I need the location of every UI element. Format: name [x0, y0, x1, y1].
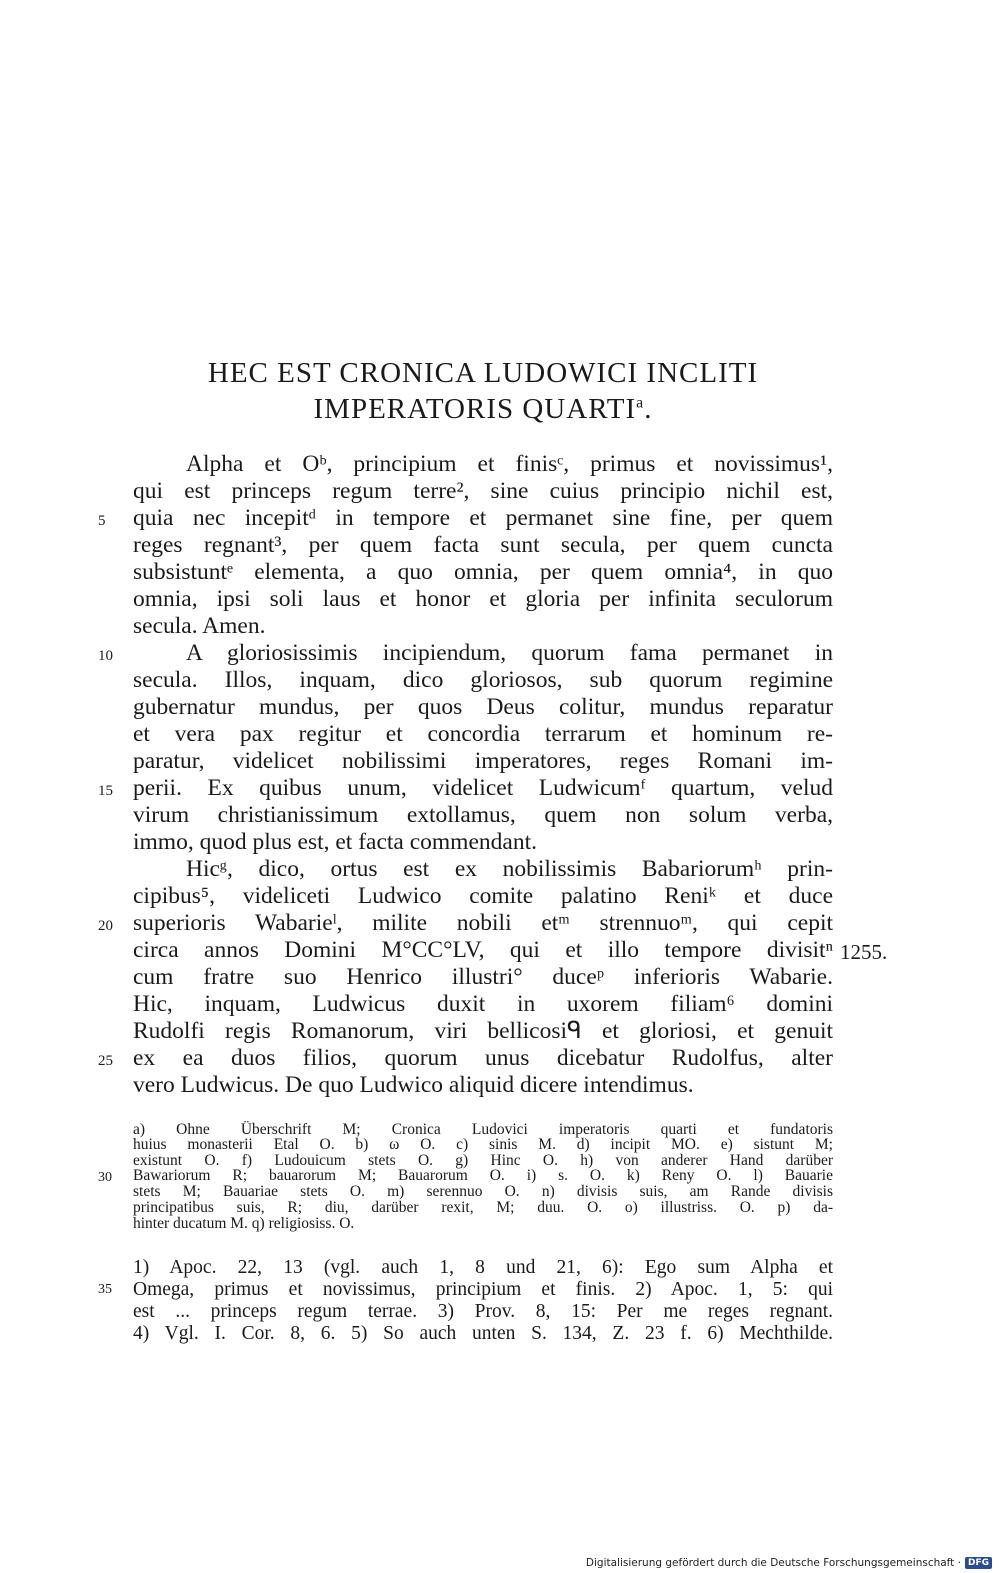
critical-note-line: existunt O. f) Ludouicum stets O. g) Hinc O. h) von anderer Hand darüber — [133, 1152, 833, 1169]
text-line: Hicᵍ, dico, ortus est ex nobilissimis Babariorumʰ prin- — [186, 856, 833, 882]
text-line: Rudolfi regis Romanorum, viri bellicosiᑫ et gloriosi, et genuit — [133, 1018, 833, 1044]
line-number: 10 — [98, 648, 113, 664]
source-note-line: 4) Vgl. I. Cor. 8, 6. 5) So auch unten S. 134, Z. 23 f. 6) Mechthilde. — [133, 1323, 833, 1344]
text-line: quia nec incepitᵈ in tempore et permanet sine fine, per quem — [133, 505, 833, 531]
text-line: virum christianissimum extollamus, quem non solum verba, — [133, 802, 833, 828]
text-line: paratur, videlicet nobilissimi imperatores, reges Romani im- — [133, 748, 833, 774]
line-number: 30 — [98, 1170, 112, 1185]
text-line: vero Ludwicus. De quo Ludwico aliquid dicere intendimus. — [133, 1072, 694, 1098]
chronicle-title-line-1: HEC EST CRONICA LUDOWICI INCLITI — [207, 357, 759, 389]
line-number: 5 — [98, 513, 106, 529]
text-line: perii. Ex quibus unum, videlicet Ludwicumᶠ quartum, velud — [133, 775, 833, 801]
critical-note-line: huius monasterii Etal O. b) ω O. c) sinis M. d) incipit MO. e) sistunt M; — [133, 1136, 833, 1153]
title-note-marker: a — [636, 394, 645, 412]
text-line: et vera pax regitur et concordia terrarum et hominum re- — [133, 721, 833, 747]
source-note-line: 1) Apoc. 22, 13 (vgl. auch 1, 8 und 21, 6): Ego sum Alpha et — [133, 1257, 833, 1278]
text-line: circa annos Domini M°CC°LV, qui et illo tempore divisitⁿ — [133, 937, 833, 963]
text-line: Hic, inquam, Ludwicus duxit in uxorem filiam⁶ domini — [133, 991, 833, 1017]
critical-note-line: stets M; Bauariae stets O. m) serennuo O. n) divisis suis, am Rande divisis — [133, 1183, 833, 1200]
critical-note-line: hinter ducatum M. q) religiosiss. O. — [133, 1215, 355, 1232]
text-line: qui est princeps regum terre², sine cuius principio nichil est, — [133, 478, 833, 504]
text-line: subsistuntᵉ elementa, a quo omnia, per quem omnia⁴, in quo — [133, 559, 833, 585]
text-line: reges regnant³, per quem facta sunt secula, per quem cuncta — [133, 532, 833, 558]
critical-note-line: principatibus suis, R; diu, darüber rexit, M; duu. O. o) illustriss. O. p) da- — [133, 1199, 833, 1216]
text-line: cum fratre suo Henrico illustri° duceᵖ inferioris Wabarie. — [133, 964, 833, 990]
text-line: Alpha et Oᵇ, principium et finisᶜ, primus et novissimus¹, — [186, 451, 833, 477]
text-line: secula. Amen. — [133, 613, 266, 639]
title-text: IMPERATORIS QUARTI — [313, 393, 637, 425]
text-line: immo, quod plus est, et facta commendant. — [133, 829, 537, 855]
text-line: ex ea duos filios, quorum unus dicebatur Rudolfus, alter — [133, 1045, 833, 1071]
line-number: 25 — [98, 1053, 113, 1069]
line-number: 20 — [98, 918, 113, 934]
margin-year: 1255. — [840, 940, 888, 964]
chronicle-title-line-2: IMPERATORIS QUARTI$^a$. — [313, 393, 653, 425]
text-line: cipibus⁵, videliceti Ludwico comite palatino Reniᵏ et duce — [133, 883, 833, 909]
text-line: gubernatur mundus, per quos Deus colitur, mundus reparatur — [133, 694, 833, 720]
text-line: secula. Illos, inquam, dico gloriosos, sub quorum regimine — [133, 667, 833, 693]
text-line: omnia, ipsi soli laus et honor et gloria per infinita seculorum — [133, 586, 833, 612]
text-line: A gloriosissimis incipiendum, quorum fama permanet in — [186, 640, 833, 666]
line-number: 35 — [98, 1282, 112, 1297]
critical-note-line: Bawariorum R; bauarorum M; Bauarorum O. i) s. O. k) Reny O. l) Bauarie — [133, 1167, 833, 1184]
dfg-logo: DFG — [965, 1557, 992, 1569]
footer-text: Digitalisierung gefördert durch die Deutsche Forschungsgemeinschaft · — [585, 1557, 961, 1569]
digitization-footer — [586, 1557, 992, 1569]
critical-note-line: a) Ohne Überschrift M; Cronica Ludovici imperatoris quarti et fundatoris — [133, 1121, 833, 1138]
text-line: superioris Wabarieˡ, milite nobili etᵐ strennuoᵐ, qui cepit — [133, 910, 833, 936]
source-note-line: Omega, primus et novissimus, principium et finis. 2) Apoc. 1, 5: qui — [133, 1279, 833, 1300]
source-note-line: est ... princeps regum terrae. 3) Prov. 8, 15: Per me reges regnant. — [133, 1301, 833, 1322]
line-number: 15 — [98, 783, 113, 799]
